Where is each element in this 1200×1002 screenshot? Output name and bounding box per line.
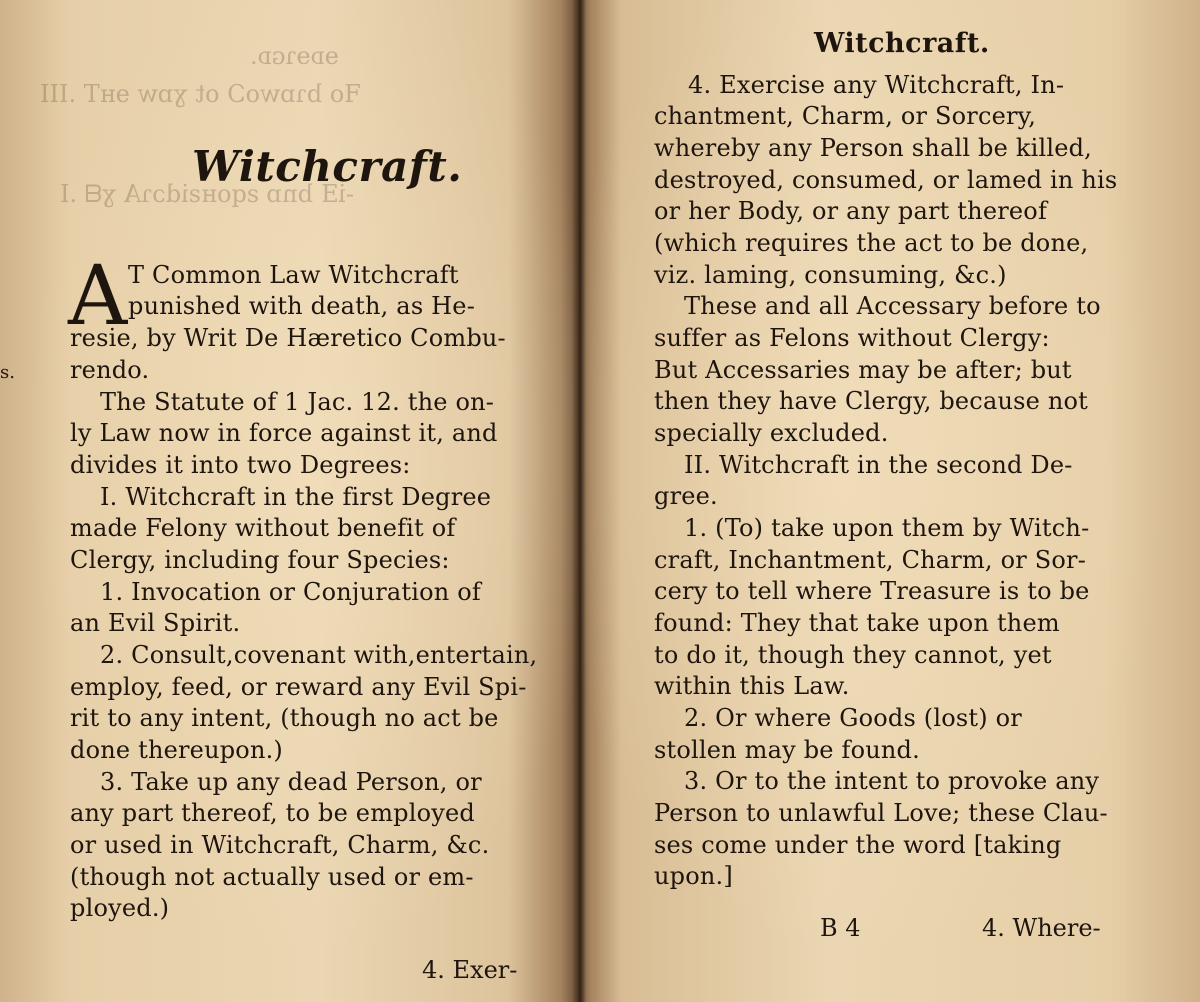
text-line: whereby any Person shall be killed, bbox=[654, 134, 1093, 162]
text-line: upon.] bbox=[654, 862, 733, 890]
text-line: done thereupon.) bbox=[70, 736, 284, 764]
text-line: I. Witchcraft in the first Degree bbox=[100, 483, 492, 511]
text-line: T Common Law Witchcraft bbox=[128, 261, 459, 289]
text-line: found: They that take upon them bbox=[654, 609, 1060, 637]
text-line: within this Law. bbox=[654, 672, 850, 700]
text-line: specially excluded. bbox=[654, 419, 889, 447]
text-line: The Statute of 1 Jac. 12. the on- bbox=[100, 388, 495, 416]
text-line: 1. (To) take upon them by Witch- bbox=[684, 514, 1090, 542]
text-line: Clergy, including four Species: bbox=[70, 546, 450, 574]
text-line: 3. Take up any dead Person, or bbox=[100, 768, 482, 796]
right-page bbox=[578, 0, 1200, 1002]
text-line: or her Body, or any part thereof bbox=[654, 197, 1048, 225]
text-line: suffer as Felons without Clergy: bbox=[654, 324, 1050, 352]
text-line: any part thereof, to be employed bbox=[70, 799, 475, 827]
text-line: rit to any intent, (though no act be bbox=[70, 704, 499, 732]
text-line: These and all Accessary before to bbox=[684, 292, 1101, 320]
text-line: rendo. bbox=[70, 356, 150, 384]
text-line: to do it, though they cannot, yet bbox=[654, 641, 1052, 669]
text-line: resie, by Writ De Hæretico Combu- bbox=[70, 324, 506, 352]
bleed-through-text: ɘᴅɘɿɢᴅ. bbox=[250, 42, 339, 70]
running-head: Witchcraft. bbox=[814, 28, 990, 59]
text-line: divides it into two Degrees: bbox=[70, 451, 411, 479]
chapter-title: Witchcraft. bbox=[192, 142, 463, 191]
text-line: cery to tell where Treasure is to be bbox=[654, 577, 1090, 605]
text-line: then they have Clergy, because not bbox=[654, 387, 1089, 415]
text-line: an Evil Spirit. bbox=[70, 609, 241, 637]
left-page bbox=[0, 0, 578, 1002]
text-line: 2. Or where Goods (lost) or bbox=[684, 704, 1022, 732]
text-line: craft, Inchantment, Charm, or Sor- bbox=[654, 546, 1087, 574]
text-line: II. Witchcraft in the second De- bbox=[684, 451, 1073, 479]
text-line: viz. laming, consuming, &c.) bbox=[654, 261, 1007, 289]
margin-mark: s. bbox=[0, 362, 15, 383]
text-line: made Felony without benefit of bbox=[70, 514, 456, 542]
bleed-through-text: -iƎ bnɒ ƨqoʜƨidɔɿA ɣᗺ .I bbox=[60, 180, 354, 208]
text-line: employ, feed, or reward any Evil Spi- bbox=[70, 673, 527, 701]
text-line: 3. Or to the intent to provoke any bbox=[684, 767, 1100, 795]
text-line: punished with death, as He- bbox=[128, 292, 476, 320]
text-line: (though not actually used or em- bbox=[70, 863, 474, 891]
text-line: or used in Witchcraft, Charm, &c. bbox=[70, 831, 490, 859]
signature-mark: B 4 bbox=[820, 914, 861, 942]
bleed-through-text: ꟻo bɿɒwoƆ ot ɣɒw ɘʜT .III bbox=[40, 80, 361, 108]
text-line: ly Law now in force against it, and bbox=[70, 419, 498, 447]
text-line: (which requires the act to be done, bbox=[654, 229, 1089, 257]
text-line: stollen may be found. bbox=[654, 736, 920, 764]
text-line: But Accessaries may be after; but bbox=[654, 356, 1072, 384]
text-line: 1. Invocation or Conjuration of bbox=[100, 578, 481, 606]
text-line: gree. bbox=[654, 482, 718, 510]
text-line: destroyed, consumed, or lamed in his bbox=[654, 166, 1118, 194]
text-line: ployed.) bbox=[70, 894, 170, 922]
text-line: 2. Consult,covenant with,entertain, bbox=[100, 641, 538, 669]
text-line: ses come under the word [taking bbox=[654, 831, 1062, 859]
text-line: 4. Exercise any Witchcraft, In- bbox=[688, 71, 1065, 99]
text-line: Person to unlawful Love; these Clau- bbox=[654, 799, 1108, 827]
text-line: chantment, Charm, or Sorcery, bbox=[654, 102, 1037, 130]
book-gutter bbox=[572, 0, 586, 1002]
catchword: 4. Exer- bbox=[422, 956, 518, 984]
drop-cap: A bbox=[68, 249, 128, 344]
catchword: 4. Where- bbox=[982, 914, 1101, 942]
